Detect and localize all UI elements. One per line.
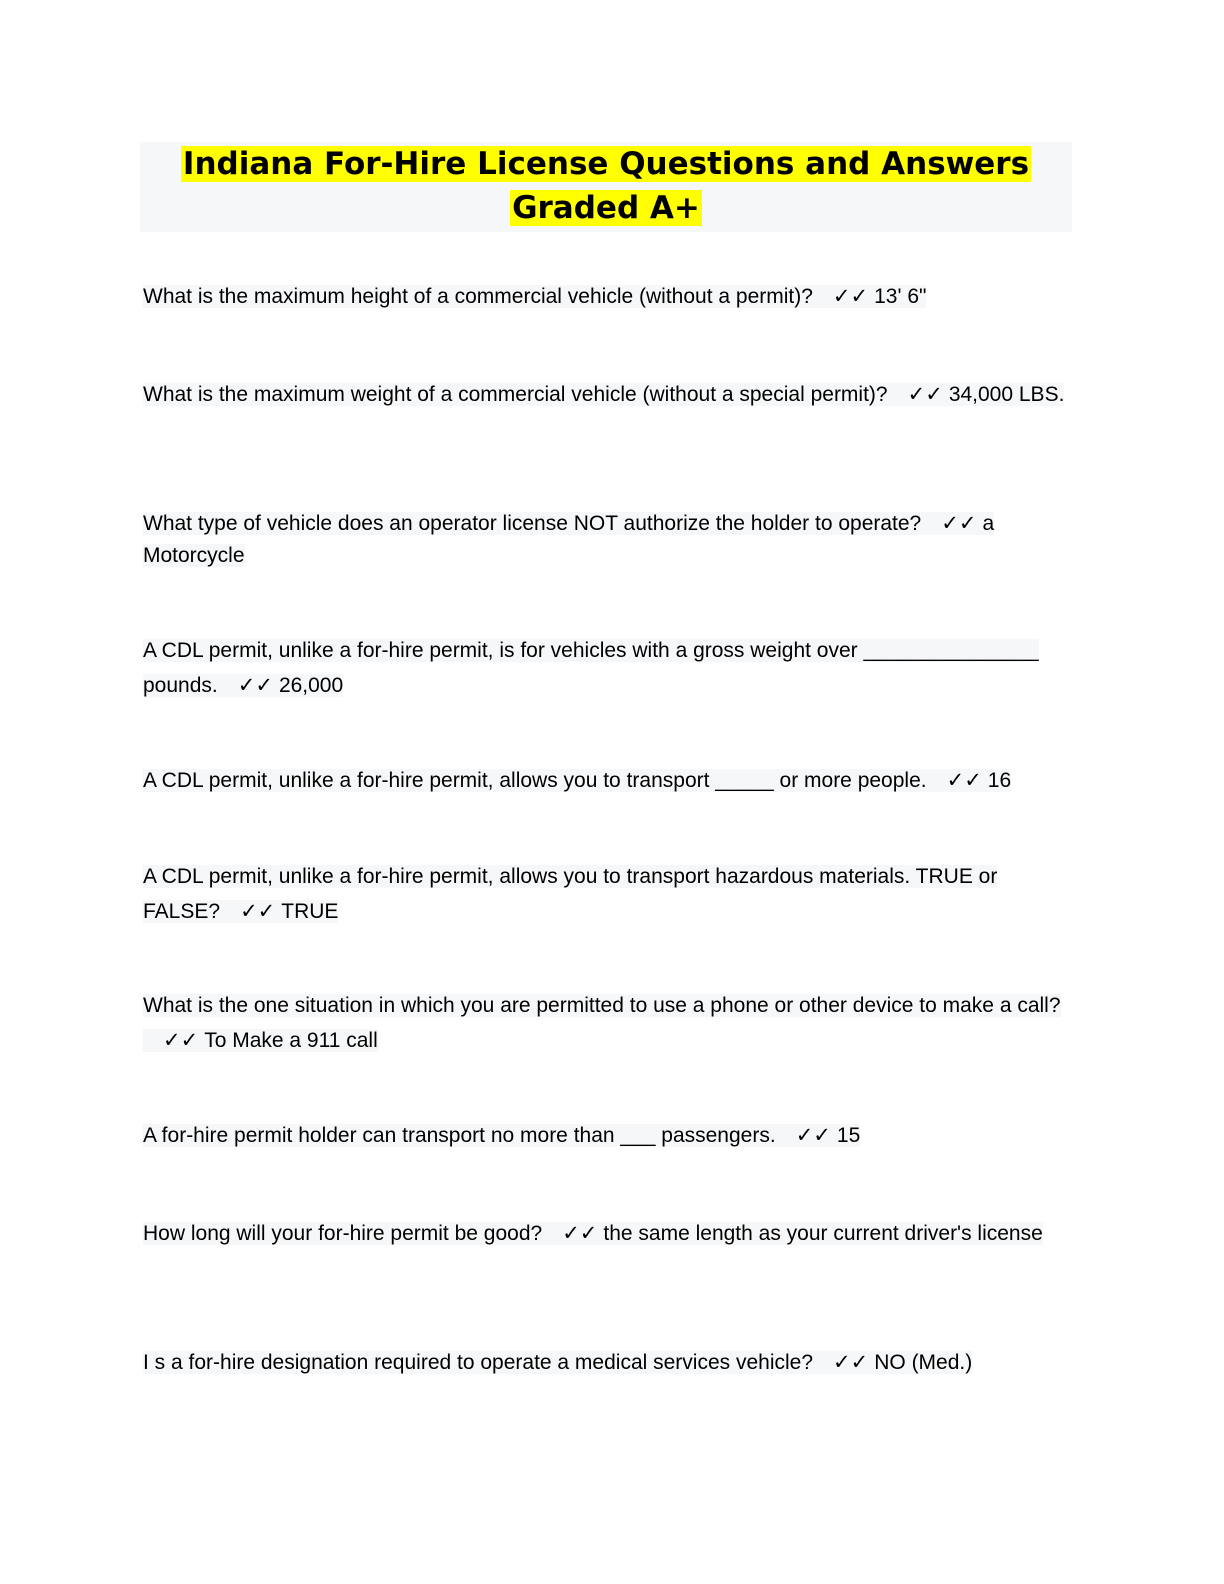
- question-text: A CDL permit, unlike a for-hire permit, allows you to transport hazardous materials. TRUE or FALSE?: [143, 865, 998, 923]
- qa-item: [143, 633, 1068, 703]
- double-check-icon: ✓✓: [240, 899, 276, 923]
- answer-text: TRUE: [281, 900, 339, 923]
- answer-text: 15: [836, 1124, 861, 1147]
- question-text: What is the maximum weight of a commercial vehicle (without a special permit)?: [143, 383, 888, 406]
- double-check-icon: ✓✓: [832, 284, 869, 308]
- document-title: [140, 142, 1072, 232]
- qa-item: [143, 859, 1043, 929]
- answer-text: 13' 6": [874, 285, 927, 308]
- qa-item: [143, 1217, 1043, 1250]
- question-text: A CDL permit, unlike a for-hire permit, allows you to transport _____ or more people.: [143, 769, 927, 792]
- answer-text: a Motorcycle: [143, 512, 995, 567]
- question-text: What is the maximum height of a commercial vehicle (without a permit)?: [143, 285, 813, 308]
- answer-text: NO (Med.): [874, 1351, 973, 1374]
- question-text: A for-hire permit holder can transport no more than ___ passengers.: [143, 1124, 776, 1147]
- qa-item: [143, 507, 1043, 572]
- question-text: A CDL permit, unlike a for-hire permit, is for vehicles with a gross weight over _______________ pounds.: [143, 639, 1039, 697]
- answer-text: 34,000 LBS.: [948, 383, 1065, 406]
- double-check-icon: ✓✓: [941, 511, 977, 535]
- qa-item: [143, 280, 983, 313]
- answer-text: the same length as your current driver's license: [603, 1222, 1043, 1245]
- qa-item: [143, 378, 1068, 411]
- answer-text: 26,000: [278, 674, 344, 697]
- question-text: I s a for-hire designation required to operate a medical services vehicle?: [143, 1351, 814, 1374]
- double-check-icon: ✓✓: [795, 1123, 831, 1147]
- double-check-icon: ✓✓: [946, 768, 982, 792]
- qa-item: [143, 1119, 1068, 1152]
- double-check-icon: ✓✓: [907, 382, 943, 406]
- title-line-1: Indiana For-Hire License Questions and Answers: [182, 146, 1030, 182]
- answer-text: 16: [987, 769, 1012, 792]
- title-line-2: Graded A+: [512, 190, 700, 226]
- double-check-icon: ✓✓: [833, 1350, 869, 1374]
- double-check-icon: ✓✓: [163, 1028, 199, 1052]
- question-text: How long will your for-hire permit be good?: [143, 1222, 543, 1245]
- question-text: What type of vehicle does an operator license NOT authorize the holder to operate?: [143, 512, 922, 535]
- qa-item: [143, 988, 1068, 1058]
- qa-item: [143, 1346, 1068, 1379]
- question-text: What is the one situation in which you are permitted to use a phone or other device to make a call?: [143, 994, 1061, 1017]
- double-check-icon: ✓✓: [237, 673, 273, 697]
- answer-text: To Make a 911 call: [204, 1029, 378, 1052]
- qa-item: [143, 764, 1068, 797]
- double-check-icon: ✓✓: [562, 1221, 598, 1245]
